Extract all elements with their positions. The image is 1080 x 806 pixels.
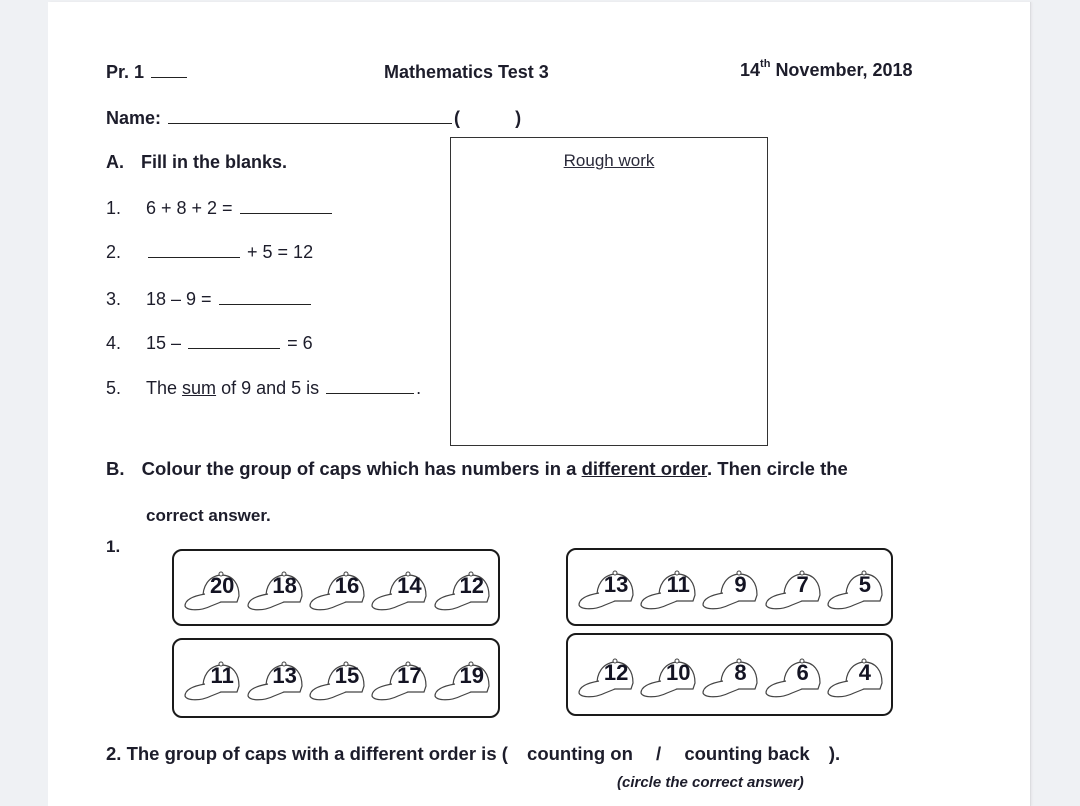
question-b2-text: 2. The group of caps with a different order is ( <box>106 743 508 764</box>
answer-blank[interactable] <box>326 392 414 394</box>
cap <box>306 564 366 612</box>
section-b-heading <box>106 458 848 480</box>
class-blank[interactable] <box>151 76 187 78</box>
paren-open: ( <box>454 108 461 128</box>
section-b-letter: B. <box>106 458 125 479</box>
cap-number: 9 <box>734 572 747 597</box>
section-a-title: Fill in the blanks. <box>141 152 288 172</box>
rough-work-title: Rough work <box>563 151 655 170</box>
cap-number: 7 <box>796 572 809 597</box>
cap-group-top-left[interactable] <box>172 549 500 626</box>
cap <box>824 563 884 611</box>
question-a2 <box>106 242 313 263</box>
cap-number: 4 <box>858 659 871 685</box>
question-b1-number: 1. <box>106 537 121 556</box>
section-b-underlined: different order <box>581 458 707 479</box>
cap-number: 5 <box>858 572 871 597</box>
paren-close: ) <box>515 108 522 128</box>
cap-number: 13 <box>272 663 297 688</box>
cap <box>824 651 884 699</box>
section-b-text: Colour the group of caps which has numbers in a <box>141 458 577 479</box>
question-b2 <box>106 743 840 765</box>
cap <box>637 563 697 611</box>
cap <box>181 654 241 702</box>
option-counting-on[interactable]: counting on <box>527 743 633 764</box>
cap-number: 19 <box>459 663 484 688</box>
cap <box>244 654 304 702</box>
question-number: 4. <box>106 333 122 353</box>
date-suffix: th <box>760 58 771 70</box>
question-a1 <box>106 198 334 219</box>
section-b-heading-line2: correct answer. <box>146 506 271 525</box>
question-number: 2. <box>106 242 122 262</box>
question-text: The <box>146 378 178 398</box>
question-number: 1. <box>106 198 122 218</box>
cap-number: 18 <box>272 572 297 598</box>
cap-group-bottom-left[interactable] <box>172 638 500 718</box>
cap-number: 13 <box>603 572 629 597</box>
underlined-word: sum <box>182 378 217 398</box>
cap-number: 10 <box>666 659 691 685</box>
cap <box>762 563 822 611</box>
cap <box>368 564 428 612</box>
question-a3 <box>106 289 313 310</box>
section-a-letter: A. <box>106 152 124 172</box>
test-date <box>740 60 913 81</box>
page-title: Mathematics Test 3 <box>384 62 549 82</box>
cap <box>244 564 304 612</box>
section-b-text-end: . Then circle the <box>707 458 848 479</box>
cap-number: 12 <box>459 572 484 598</box>
cap-number: 8 <box>734 659 747 685</box>
worksheet-page <box>48 2 1030 806</box>
cap <box>575 563 635 611</box>
question-text: 18 – 9 = <box>146 289 212 309</box>
question-b2-close: ). <box>828 743 841 764</box>
answer-blank[interactable] <box>188 347 280 349</box>
cap-number: 20 <box>209 572 235 598</box>
cap-number: 14 <box>397 572 422 598</box>
circle-instruction: (circle the correct answer) <box>617 774 804 791</box>
cap <box>431 654 491 702</box>
option-separator: / <box>656 743 662 764</box>
answer-blank[interactable] <box>219 303 311 305</box>
cap-number: 17 <box>397 663 422 688</box>
rough-work-box[interactable] <box>450 137 768 446</box>
question-number: 3. <box>106 289 122 309</box>
question-a5 <box>106 378 421 399</box>
date-rest: November, 2018 <box>775 60 913 80</box>
cap <box>762 651 822 699</box>
question-number: 5. <box>106 378 122 398</box>
cap <box>699 563 759 611</box>
date-day: 14 <box>740 60 761 80</box>
cap <box>368 654 428 702</box>
option-counting-back[interactable]: counting back <box>684 743 810 764</box>
cap-group-bottom-right[interactable] <box>566 633 893 716</box>
cap-group-top-right[interactable] <box>566 548 893 626</box>
cap <box>431 564 491 612</box>
cap-number: 16 <box>334 572 360 598</box>
answer-blank[interactable] <box>240 212 332 214</box>
question-text: = 6 <box>287 333 313 353</box>
question-a4 <box>106 333 313 354</box>
cap <box>575 651 635 699</box>
cap <box>699 651 759 699</box>
answer-blank[interactable] <box>148 256 240 258</box>
question-text: 6 + 8 + 2 = <box>146 198 233 218</box>
cap-number: 6 <box>796 659 809 685</box>
class-label <box>106 62 189 83</box>
cap-number: 15 <box>334 663 360 688</box>
cap <box>181 564 241 612</box>
question-text: 15 – <box>146 333 182 353</box>
class-label-text: Pr. 1 <box>106 62 145 82</box>
cap-number: 12 <box>603 659 629 685</box>
cap <box>637 651 697 699</box>
name-row <box>106 108 521 129</box>
cap <box>306 654 366 702</box>
question-text: of 9 and 5 is <box>221 378 320 398</box>
name-label: Name: <box>106 108 162 128</box>
question-text: + 5 = 12 <box>247 242 314 262</box>
cap-number: 11 <box>666 572 690 597</box>
name-blank[interactable] <box>168 122 452 124</box>
period: . <box>416 378 422 398</box>
section-a-heading <box>106 152 287 173</box>
cap-number: 11 <box>210 663 234 688</box>
